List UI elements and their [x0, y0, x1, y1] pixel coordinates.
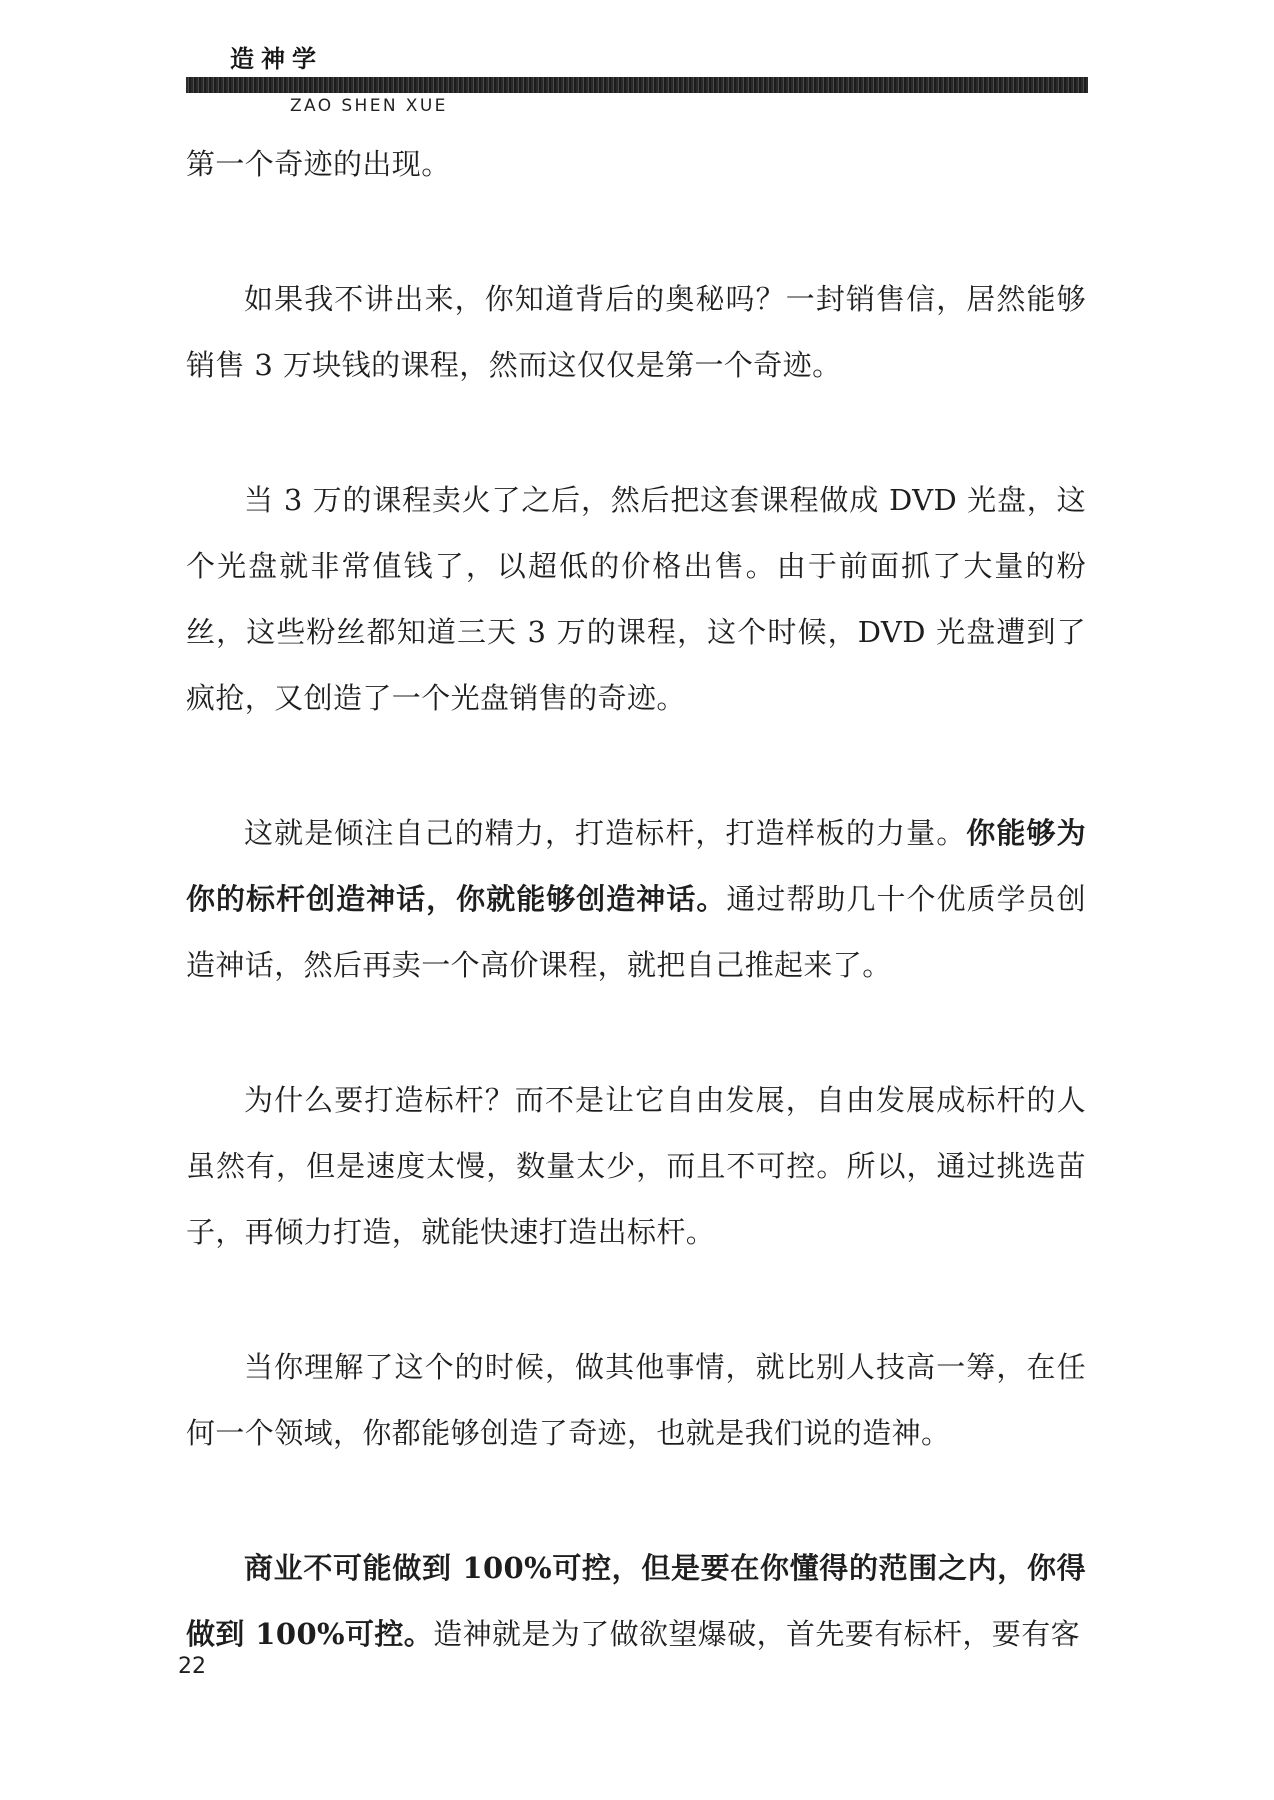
paragraph-text: 通过帮助几十个优质学员创造神话，然后再卖一个高价课程，就把自己推起来了。	[186, 882, 1086, 982]
paragraph-text: 第一个奇迹的出现。	[186, 147, 451, 181]
bold-emphasis: 商业不可能做到 100%可控，但是要在你懂得的范围之内，你得做到 100%可控。	[186, 1551, 1086, 1651]
paragraph-text: 为什么要打造标杆？而不是让它自由发展，自由发展成标杆的人虽然有，但是速度太慢，数量太少，而且不可控。所以，通过挑选苗子，再倾力打造，就能快速打造出标杆。	[186, 1083, 1086, 1249]
paragraph-text: 当你理解了这个的时候，做其他事情，就比别人技高一筹，在任何一个领域，你都能够创造了奇迹，也就是我们说的造神。	[186, 1350, 1086, 1450]
bold-emphasis: 你能够为你的标杆创造神话，你就能够创造神话。	[186, 816, 1086, 916]
paragraph-7	[186, 1535, 1086, 1667]
paragraph-5	[186, 1067, 1086, 1265]
paragraph-1	[186, 131, 1086, 197]
header-title: 造神学	[230, 45, 323, 73]
paragraph-text: 当 3 万的课程卖火了之后，然后把这套课程做成 DVD 光盘，这个光盘就非常值钱了，以超低的价格出售。由于前面抓了大量的粉丝，这些粉丝都知道三天 3 万的课程，这个时候，DVD 光盘遭到了疯抢，又创造了一个光盘销售的奇迹。	[186, 483, 1086, 715]
paragraph-6	[186, 1334, 1086, 1466]
paragraph-text: 如果我不讲出来，你知道背后的奥秘吗？一封销售信，居然能够销售 3 万块钱的课程，然而这仅仅是第一个奇迹。	[186, 282, 1086, 382]
page-number: 22	[178, 1654, 206, 1679]
header-subtitle: ZAO SHEN XUE	[290, 96, 448, 116]
header-rule	[186, 77, 1088, 93]
running-header	[186, 44, 1088, 116]
paragraph-4	[186, 800, 1086, 998]
page-body	[186, 131, 1086, 1736]
paragraph-text: 这就是倾注自己的精力，打造标杆，打造样板的力量。	[244, 816, 967, 850]
paragraph-text: 造神就是为了做欲望爆破，首先要有标杆，要有客	[433, 1617, 1080, 1651]
paragraph-2	[186, 266, 1086, 398]
paragraph-3	[186, 467, 1086, 731]
